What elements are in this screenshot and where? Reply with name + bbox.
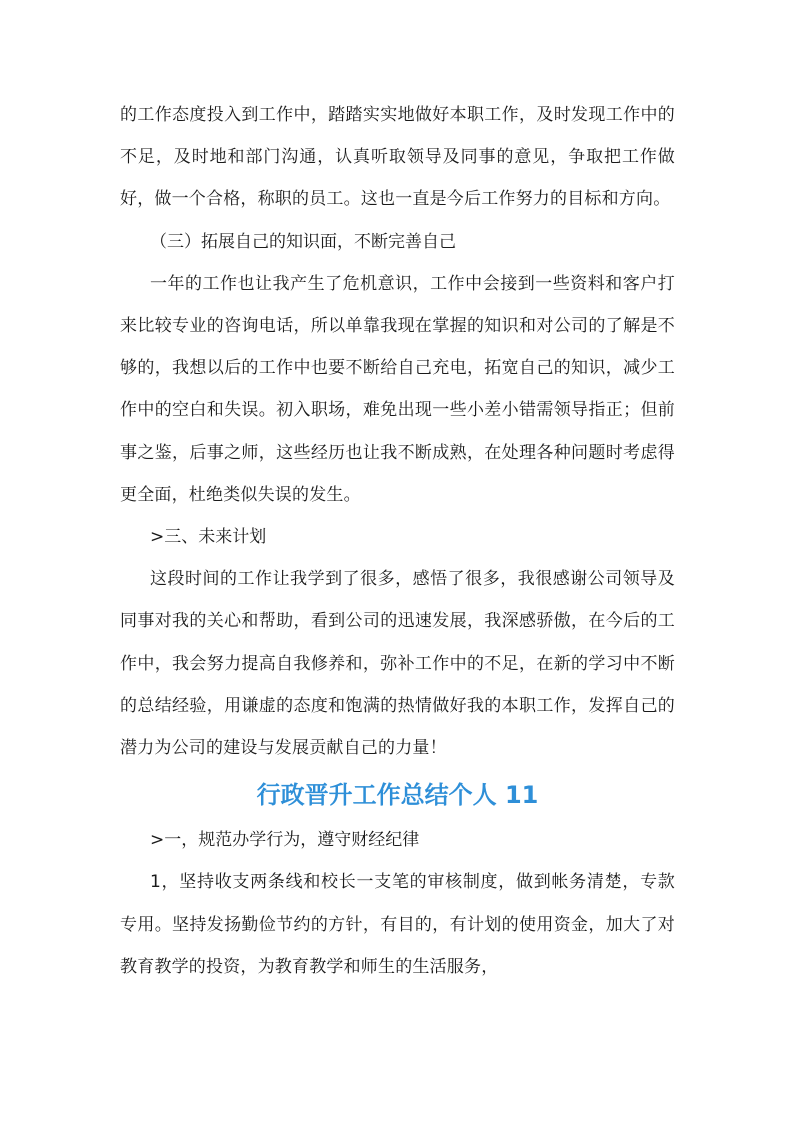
paragraph-gratitude: 这段时间的工作让我学到了很多，感悟了很多，我很感谢公司领导及同事对我的关心和帮助，看到公司的迅速发展，我深感骄傲，在今后的工作中，我会努力提高自我修养和，弥补工作中的不足，在新的学习中不断的总结经验，用谦虚的态度和饱满的热情做好我的本职工作，发挥自己的潜力为公司的建设与发展贡献自己的力量！ [120,569,675,759]
subheading-future-plan: >三、未来计划 [150,527,267,548]
subheading-expand-knowledge: （三）拓展自己的知识面，不断完善自己 [150,231,456,252]
document-body [120,94,675,988]
subheading-standardize-school: >一，规范办学行为，遵守财经纪律 [150,830,420,851]
paragraph-crisis-awareness: 一年的工作也让我产生了危机意识，工作中会接到一些资料和客户打来比较专业的咨询电话，所以单靠我现在掌握的知识和对公司的了解是不够的，我想以后的工作中也要不断给自己充电，拓宽自己的知识，减少工作中的空白和失误。初入职场，难免出现一些小差小错需领导指正；但前事之鉴，后事之师，这些经历也让我不断成熟，在处理各种问题时考虑得更全面，杜绝类似失误的发生。 [120,273,675,505]
paragraph-finance-system: 1，坚持收支两条线和校长一支笔的审核制度，做到帐务清楚，专款专用。坚持发扬勤俭节约的方针，有目的，有计划的使用资金，加大了对教育教学的投资，为教育教学和师生的生活服务， [120,872,675,977]
section-title: 行政晋升工作总结个人 11 [256,781,539,810]
paragraph-work-attitude: 的工作态度投入到工作中，踏踏实实地做好本职工作，及时发现工作中的不足，及时地和部门沟通，认真听取领导及同事的意见，争取把工作做好，做一个合格，称职的员工。这也一直是今后工作努力的目标和方向。 [120,105,675,210]
